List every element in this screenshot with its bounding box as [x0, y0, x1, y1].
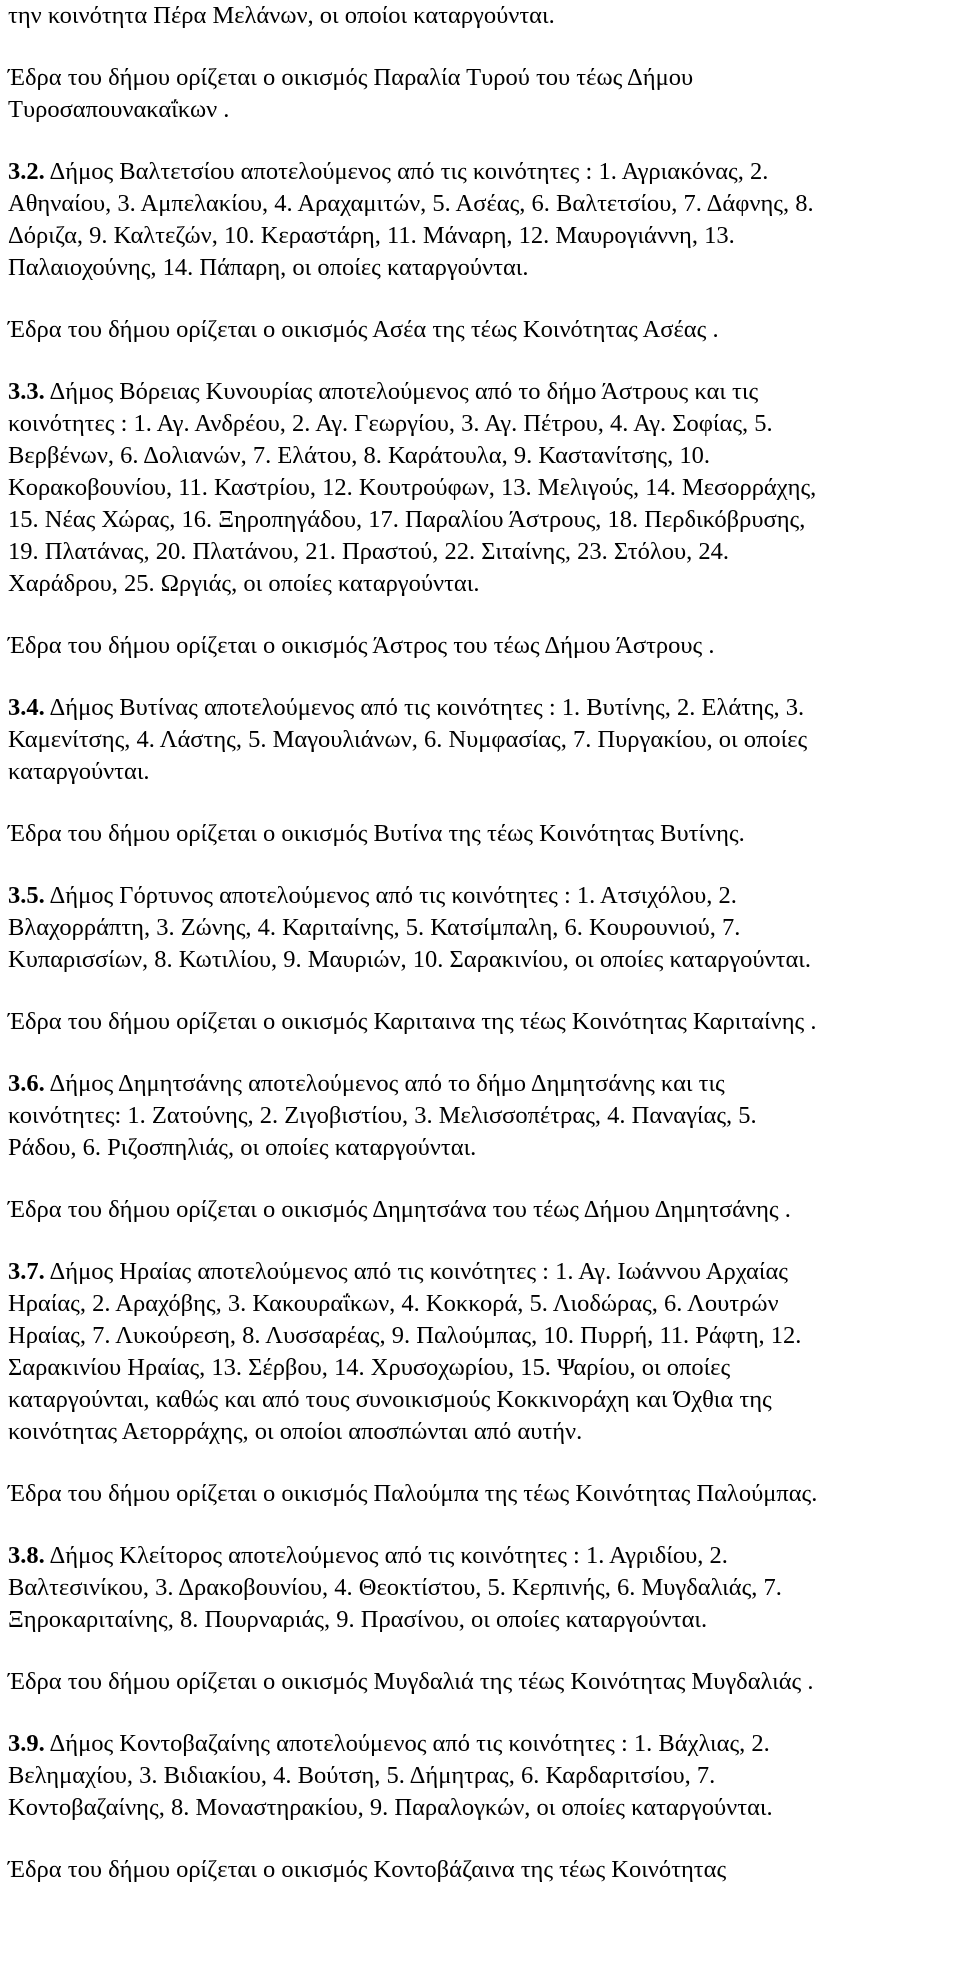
section-3-9-seat: Έδρα του δήμου ορίζεται ο οικισμός Κοντοβάζαινα της τέως Κοινότητας [8, 1856, 727, 1883]
section-3-3-line: 15. Νέας Χώρας, 16. Ξηροπηγάδου, 17. Παραλίου Άστρους, 18. Περδικόβρυσης, [8, 506, 806, 533]
section-3-3-line: Κορακοβουνίου, 11. Καστρίου, 12. Κουτρούφων, 13. Μελιγούς, 14. Μεσορράχης, [8, 474, 817, 501]
section-3-8-first-line [8, 1540, 728, 1572]
section-3-4-first-line [8, 692, 804, 724]
section-3-6-seat: Έδρα του δήμου ορίζεται ο οικισμός Δημητσάνα του τέως Δήμου Δημητσάνης . [8, 1196, 791, 1223]
section-text: Δήμος Δημητσάνης αποτελούμενος από το δήμο Δημητσάνης και τις [44, 1070, 725, 1097]
section-3-8-line: Ξηροκαριταίνης, 8. Πουρναριάς, 9. Πρασίνου, οι οποίες καταργούνται. [8, 1606, 708, 1633]
seat-statement: Έδρα του δήμου ορίζεται ο οικισμός Παραλία Τυρού του τέως Δήμου [8, 64, 694, 91]
section-3-7-line: Ηραίας, 2. Αραχόβης, 3. Κακουραΐκων, 4. Κοκκορά, 5. Λιοδώρας, 6. Λουτρών [8, 1290, 779, 1317]
section-3-3-line: Χαράδρου, 25. Ωργιάς, οι οποίες καταργούνται. [8, 570, 480, 597]
section-text: Δήμος Κλείτορος αποτελούμενος από τις κοινότητες : 1. Αγριδίου, 2. [44, 1542, 728, 1569]
section-3-7-seat: Έδρα του δήμου ορίζεται ο οικισμός Παλούμπα της τέως Κοινότητας Παλούμπας. [8, 1480, 818, 1507]
section-number: 3.3. [8, 378, 45, 405]
section-number: 3.8. [8, 1542, 45, 1569]
section-3-6-line: κοινότητες: 1. Ζατούνης, 2. Ζιγοβιστίου, 3. Μελισσοπέτρας, 4. Παναγίας, 5. [8, 1102, 757, 1129]
section-number: 3.5. [8, 882, 45, 909]
section-text: Δήμος Βόρειας Κυνουρίας αποτελούμενος από το δήμο Άστρους και τις [44, 378, 759, 405]
section-3-4-seat: Έδρα του δήμου ορίζεται ο οικισμός Βυτίνα της τέως Κοινότητας Βυτίνης. [8, 820, 745, 847]
intro-text-line: την κοινότητα Πέρα Μελάνων, οι οποίοι καταργούνται. [8, 2, 555, 29]
section-3-2-line: Παλαιοχούνης, 14. Πάπαρη, οι οποίες καταργούνται. [8, 254, 529, 281]
section-3-9-line: Κοντοβαζαίνης, 8. Μοναστηρακίου, 9. Παραλογκών, οι οποίες καταργούνται. [8, 1794, 773, 1821]
section-3-8-line: Βαλτεσινίκου, 3. Δρακοβουνίου, 4. Θεοκτίστου, 5. Κερπινής, 6. Μυγδαλιάς, 7. [8, 1574, 782, 1601]
section-3-7-first-line [8, 1256, 788, 1288]
section-number: 3.9. [8, 1730, 45, 1757]
section-3-5-seat: Έδρα του δήμου ορίζεται ο οικισμός Καριταινα της τέως Κοινότητας Καριταίνης . [8, 1008, 817, 1035]
section-3-5-first-line [8, 880, 737, 912]
section-3-3-line: Βερβένων, 6. Δολιανών, 7. Ελάτου, 8. Καράτουλα, 9. Καστανίτσης, 10. [8, 442, 710, 469]
section-3-2-line: Δόριζα, 9. Καλτεζών, 10. Κεραστάρη, 11. Μάναρη, 12. Μαυρογιάννη, 13. [8, 222, 735, 249]
section-3-2-seat: Έδρα του δήμου ορίζεται ο οικισμός Ασέα της τέως Κοινότητας Ασέας . [8, 316, 719, 343]
section-number: 3.6. [8, 1070, 45, 1097]
section-3-2-line: Αθηναίου, 3. Αμπελακίου, 4. Αραχαμιτών, 5. Ασέας, 6. Βαλτετσίου, 7. Δάφνης, 8. [8, 190, 814, 217]
section-text: Δήμος Γόρτυνος αποτελούμενος από τις κοινότητες : 1. Ατσιχόλου, 2. [44, 882, 737, 909]
section-3-9-line: Βελημαχίου, 3. Βιδιακίου, 4. Βούτση, 5. Δήμητρας, 6. Καρδαριτσίου, 7. [8, 1762, 716, 1789]
section-number: 3.7. [8, 1258, 45, 1285]
section-3-7-line: Σαρακινίου Ηραίας, 13. Σέρβου, 14. Χρυσοχωρίου, 15. Ψαρίου, οι οποίες [8, 1354, 731, 1381]
section-3-6-line: Ράδου, 6. Ριζοσπηλιάς, οι οποίες καταργούνται. [8, 1134, 477, 1161]
section-text: Δήμος Βαλτετσίου αποτελούμενος από τις κοινότητες : 1. Αγριακόνας, 2. [44, 158, 769, 185]
seat-statement-continuation: Τυροσαπουνακαΐκων . [8, 96, 230, 123]
section-3-5-line: Κυπαρισσίων, 8. Κωτιλίου, 9. Μαυριών, 10. Σαρακινίου, οι οποίες καταργούνται. [8, 946, 812, 973]
section-3-4-line: Καμενίτσης, 4. Λάστης, 5. Μαγουλιάνων, 6. Νυμφασίας, 7. Πυργακίου, οι οποίες [8, 726, 808, 753]
section-3-3-line: κοινότητες : 1. Αγ. Ανδρέου, 2. Αγ. Γεωργίου, 3. Αγ. Πέτρου, 4. Αγ. Σοφίας, 5. [8, 410, 773, 437]
section-text: Δήμος Κοντοβαζαίνης αποτελούμενος από τις κοινότητες : 1. Βάχλιας, 2. [44, 1730, 770, 1757]
section-3-3-first-line [8, 376, 758, 408]
section-3-3-line: 19. Πλατάνας, 20. Πλατάνου, 21. Πραστού, 22. Σιταίνης, 23. Στόλου, 24. [8, 538, 729, 565]
section-3-7-line: Ηραίας, 7. Λυκούρεση, 8. Λυσσαρέας, 9. Παλούμπας, 10. Πυρρή, 11. Ράφτη, 12. [8, 1322, 802, 1349]
section-number: 3.2. [8, 158, 45, 185]
section-3-2-first-line [8, 156, 768, 188]
section-3-8-seat: Έδρα του δήμου ορίζεται ο οικισμός Μυγδαλιά της τέως Κοινότητας Μυγδαλιάς . [8, 1668, 814, 1695]
section-text: Δήμος Ηραίας αποτελούμενος από τις κοινότητες : 1. Αγ. Ιωάννου Αρχαίας [44, 1258, 788, 1285]
section-3-6-first-line [8, 1068, 725, 1100]
section-3-4-line: καταργούνται. [8, 758, 150, 785]
section-number: 3.4. [8, 694, 45, 721]
section-text: Δήμος Βυτίνας αποτελούμενος από τις κοινότητες : 1. Βυτίνης, 2. Ελάτης, 3. [44, 694, 805, 721]
section-3-3-seat: Έδρα του δήμου ορίζεται ο οικισμός Άστρος του τέως Δήμου Άστρους . [8, 632, 715, 659]
section-3-9-first-line [8, 1728, 770, 1760]
section-3-7-line: καταργούνται, καθώς και από τους συνοικισμούς Κοκκινοράχη και Όχθια της [8, 1386, 772, 1413]
section-3-5-line: Βλαχορράπτη, 3. Ζώνης, 4. Καριταίνης, 5. Κατσίμπαλη, 6. Κουρουνιού, 7. [8, 914, 741, 941]
section-3-7-line: κοινότητας Αετορράχης, οι οποίοι αποσπώνται από αυτήν. [8, 1418, 583, 1445]
